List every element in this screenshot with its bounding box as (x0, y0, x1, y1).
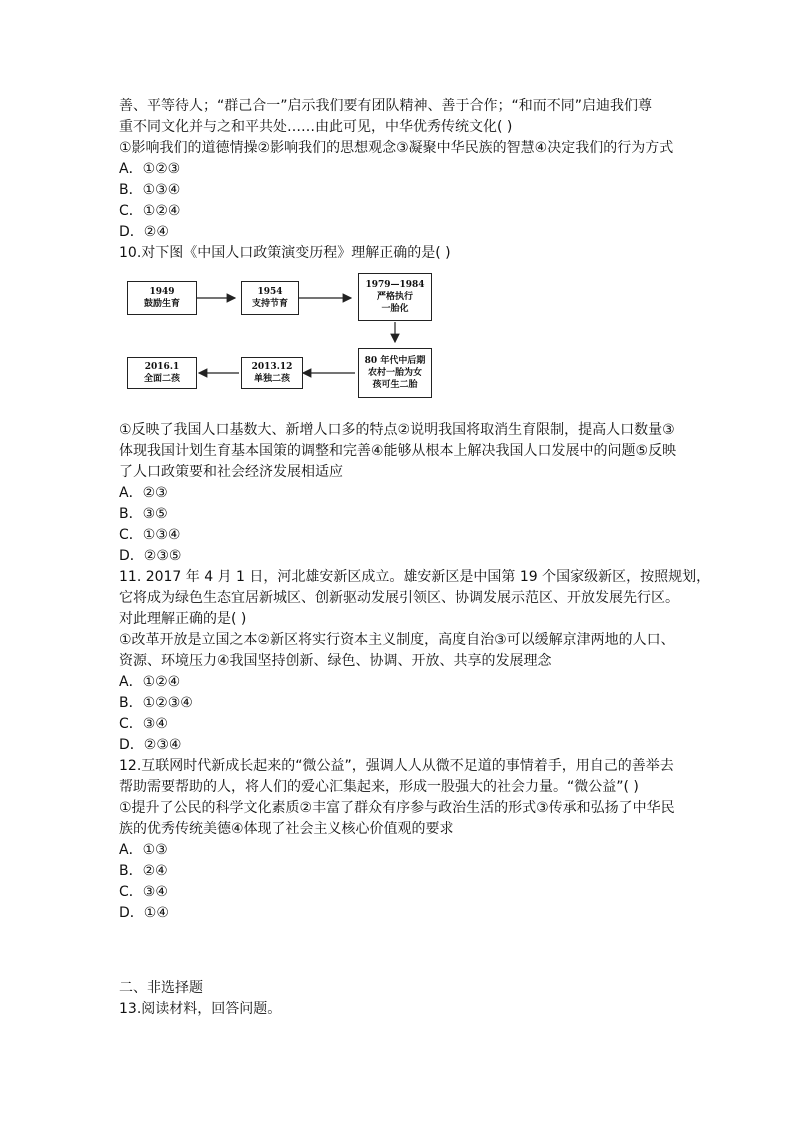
q10-option-a: A．②③ (119, 485, 168, 501)
q10-option-d: D．②③⑤ (119, 548, 182, 564)
box-80s-text-1: 80 年代中后期 (364, 356, 426, 366)
box-1979-year: 1979—1984 (365, 280, 425, 290)
box-2016 (127, 357, 197, 389)
q10-statement-line-1: ①反映了我国人口基数大、新增人口多的特点②说明我国将取消生育限制，提高人口数量③ (119, 422, 675, 438)
q9-option-a: A．①②③ (119, 161, 181, 177)
q11-stem-line-2: 它将成为绿色生态宜居新城区、创新驱动发展引领区、协调发展示范区、开放发展先行区。 (119, 590, 679, 606)
q9-statements: ①影响我们的道德情操②影响我们的思想观念③凝聚中华民族的智慧④决定我们的行为方式 (119, 140, 674, 156)
q12-stem-line-2: 帮助需要帮助的人，将人们的爱心汇集起来，形成一股强大的社会力量。“微公益”( ) (119, 779, 639, 795)
box-2013-text: 单独二孩 (253, 374, 290, 384)
q13-stem: 13.阅读材料，回答问题。 (119, 1001, 282, 1017)
q12-option-d: D．①④ (119, 905, 169, 921)
section-2-title: 二、非选择题 (119, 980, 203, 996)
q12-option-a: A．①③ (119, 842, 168, 858)
q9-option-b: B．①③④ (119, 182, 181, 198)
box-1979-1984 (358, 273, 432, 321)
box-2016-year: 2016.1 (144, 362, 180, 372)
box-2013 (241, 357, 303, 389)
q11-option-a: A．①②④ (119, 674, 181, 690)
q12-stem-line-1: 12.互联网时代新成长起来的“微公益”，强调人人从微不足道的事情着手，用自己的善举去 (119, 758, 674, 774)
box-1949-year: 1949 (149, 287, 175, 297)
q11-option-b: B．①②③④ (119, 695, 193, 711)
q11-stem-line-1: 11. 2017 年 4 月 1 日，河北雄安新区成立。雄安新区是中国第 19 个国家级新区，按照规划， (119, 569, 711, 585)
box-1954-text: 支持节育 (251, 299, 288, 309)
q11-option-c: C．③④ (119, 716, 168, 732)
box-2016-text: 全面二孩 (143, 374, 180, 384)
q11-option-d: D．②③④ (119, 737, 182, 753)
box-2013-year: 2013.12 (251, 362, 293, 372)
q12-option-b: B．②④ (119, 863, 168, 879)
q12-statement-line-1: ①提升了公民的科学文化素质②丰富了群众有序参与政治生活的形式③传承和弘扬了中华民 (119, 800, 675, 816)
q10-option-b: B．③⑤ (119, 506, 168, 522)
box-80s (358, 348, 432, 398)
q11-stem-line-3: 对此理解正确的是( ) (119, 611, 247, 627)
q9-text-line-1: 善、平等待人；“群己合一”启示我们要有团队精神、善于合作；“和而不同”启迪我们尊 (119, 98, 653, 114)
q9-option-d: D．②④ (119, 224, 169, 240)
box-80s-text-2: 农村一胎为女 (367, 368, 422, 378)
q10-statement-line-2: 体现我国计划生育基本国策的调整和完善④能够从根本上解决我国人口发展中的问题⑤反映 (119, 443, 677, 459)
box-1949-text: 鼓励生育 (143, 299, 180, 309)
q12-option-c: C．③④ (119, 884, 168, 900)
box-80s-text-3: 孩可生二胎 (372, 380, 418, 390)
box-1954 (241, 281, 299, 315)
q10-stem: 10.对下图《中国人口政策演变历程》理解正确的是( ) (119, 245, 451, 261)
q9-option-c: C．①②④ (119, 203, 181, 219)
q10-option-c: C．①③④ (119, 527, 181, 543)
q12-statement-line-2: 族的优秀传统美德④体现了社会主义核心价值观的要求 (119, 821, 454, 837)
q11-statement-line-2: 资源、环境压力④我国坚持创新、绿色、协调、开放、共享的发展理念 (119, 653, 552, 669)
q11-statement-line-1: ①改革开放是立国之本②新区将实行资本主义制度，高度自治③可以缓解京津两地的人口、 (119, 632, 675, 648)
box-1979-text-2: 一胎化 (381, 304, 409, 314)
document-page (119, 96, 711, 1020)
population-policy-diagram (119, 268, 679, 420)
box-1949 (127, 281, 197, 315)
q9-text-line-2: 重不同文化并与之和平共处……由此可见，中华优秀传统文化( ) (119, 119, 513, 135)
box-1954-year: 1954 (257, 287, 283, 297)
box-1979-text-1: 严格执行 (376, 292, 413, 302)
q10-statement-line-3: 了人口政策要和社会经济发展相适应 (119, 464, 343, 480)
